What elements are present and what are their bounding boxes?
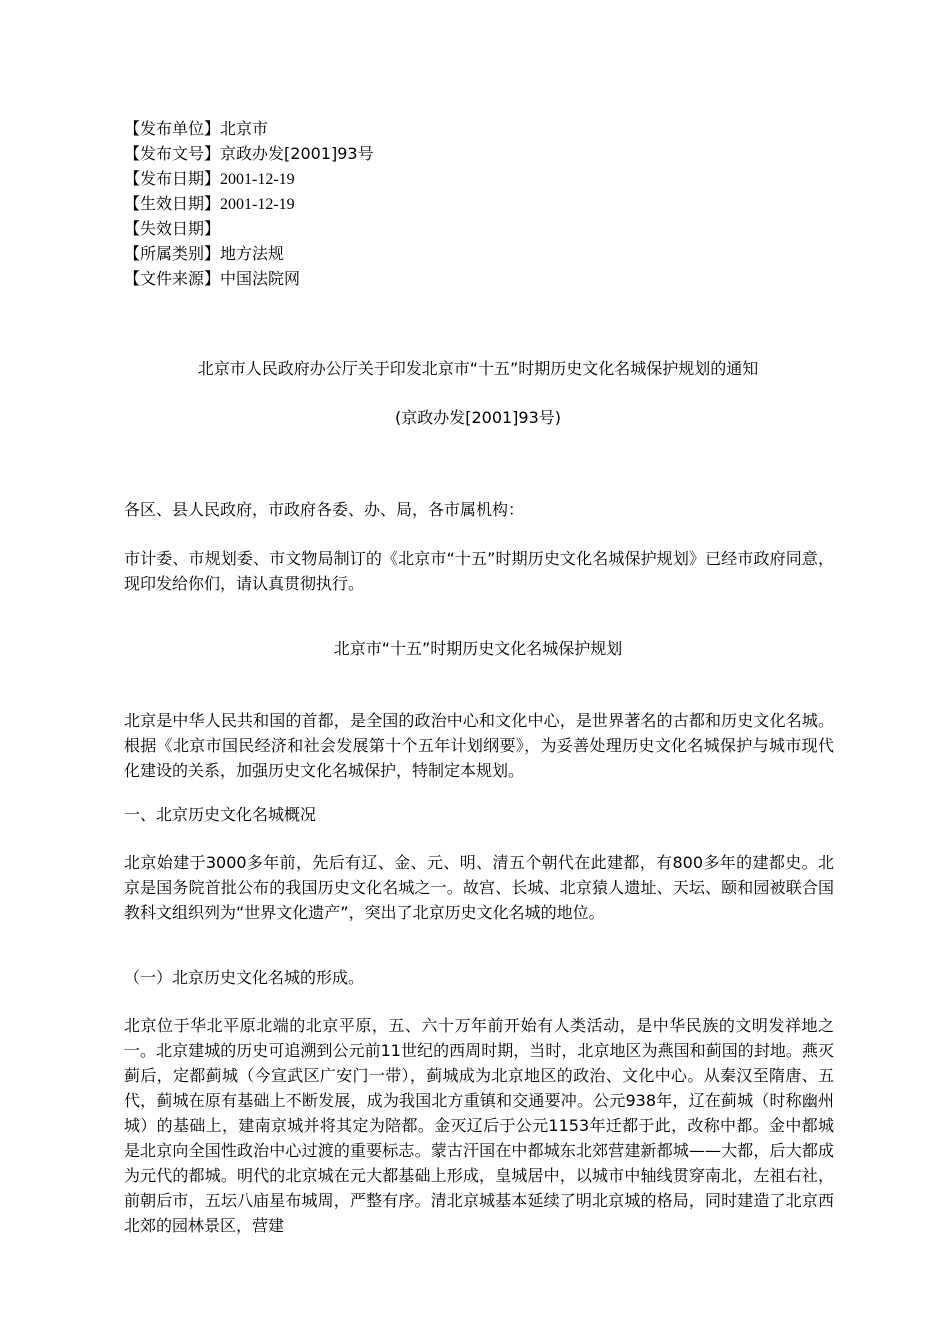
document-metadata	[124, 116, 824, 291]
subsection-heading-1: （一）北京历史文化名城的形成。	[124, 968, 365, 987]
meta-doc-number	[124, 141, 824, 166]
section-heading-1: 一、北京历史文化名城概况	[124, 805, 317, 824]
paragraph-overview: 北京是中华人民共和国的首都，是全国的政治中心和文化中心，是世界著名的古都和历史文化名城。根据《北京市国民经济和社会发展第十个五年计划纲要》，为妥善处理历史文化名城保护与城市现代化建设的关系，加强历史文化名城保护，特制定本规划。	[124, 711, 834, 780]
document-number: (京政办发[2001]93号)	[394, 408, 562, 427]
paragraph-formation: 北京位于华北平原北端的北京平原，五、六十万年前开始有人类活动，是中华民族的文明发祥地之一。北京建城的历史可追溯到公元前11世纪的西周时期，当时，北京地区为燕国和蓟国的封地。燕灭蓟后，定都蓟城（今宣武区广安门一带），蓟城成为北京地区的政治、文化中心。从秦汉至隋唐、五代，蓟城在原有基础上不断发展，成为我国北方重镇和交通要冲。公元938年，辽在蓟城（时称幽州城）的基础上，建南京城并将其定为陪都。金灭辽后于公元1153年迁都于此，改称中都。金中都城是北京向全国性政治中心过渡的重要标志。蒙古汗国在中都城东北郊营建新都城——大都，后大都成为元代的都城。明代的北京城在元大都基础上形成，皇城居中，以城市中轴线贯穿南北，左祖右社，前朝后市，五坛八庙星布城周，严整有序。清北京城基本延续了明北京城的格局，同时建造了北京西北郊的园林景区，营建	[124, 1016, 834, 1235]
meta-value: 北京市	[220, 119, 269, 138]
meta-label: 【发布日期】	[124, 169, 221, 188]
meta-publisher	[124, 116, 824, 141]
meta-value: 2001-12-19	[220, 171, 295, 188]
meta-label: 【发布单位】	[124, 119, 221, 138]
meta-source	[124, 266, 824, 291]
meta-label: 【发布文号】	[124, 144, 221, 163]
plan-title: 北京市“十五”时期历史文化名城保护规划	[333, 639, 623, 658]
meta-value: 地方法规	[220, 244, 285, 263]
meta-label: 【生效日期】	[124, 194, 221, 213]
paragraph-history: 北京始建于3000多年前，先后有辽、金、元、明、清五个朝代在此建都，有800多年的建都史。北京是国务院首批公布的我国历史文化名城之一。故宫、长城、北京猿人遗址、天坛、颐和园被联合国教科文组织列为“世界文化遗产”，突出了北京历史文化名城的地位。	[124, 853, 834, 922]
meta-label: 【文件来源】	[124, 269, 221, 288]
meta-category	[124, 241, 824, 266]
document-title: 北京市人民政府办公厅关于印发北京市“十五”时期历史文化名城保护规划的通知	[197, 359, 759, 378]
meta-value: 中国法院网	[220, 269, 301, 288]
meta-publish-date	[124, 166, 824, 191]
meta-expiry-date	[124, 216, 824, 241]
meta-value: 京政办发[2001]93号	[220, 144, 374, 163]
meta-effective-date	[124, 191, 824, 216]
meta-label: 【失效日期】	[124, 219, 221, 238]
meta-value: 2001-12-19	[220, 196, 295, 213]
intro-paragraph: 市计委、市规划委、市文物局制订的《北京市“十五”时期历史文化名城保护规划》已经市政府同意，现印发给你们，请认真贯彻执行。	[124, 549, 834, 593]
addressee: 各区、县人民政府，市政府各委、办、局，各市属机构：	[124, 500, 525, 519]
meta-label: 【所属类别】	[124, 244, 221, 263]
